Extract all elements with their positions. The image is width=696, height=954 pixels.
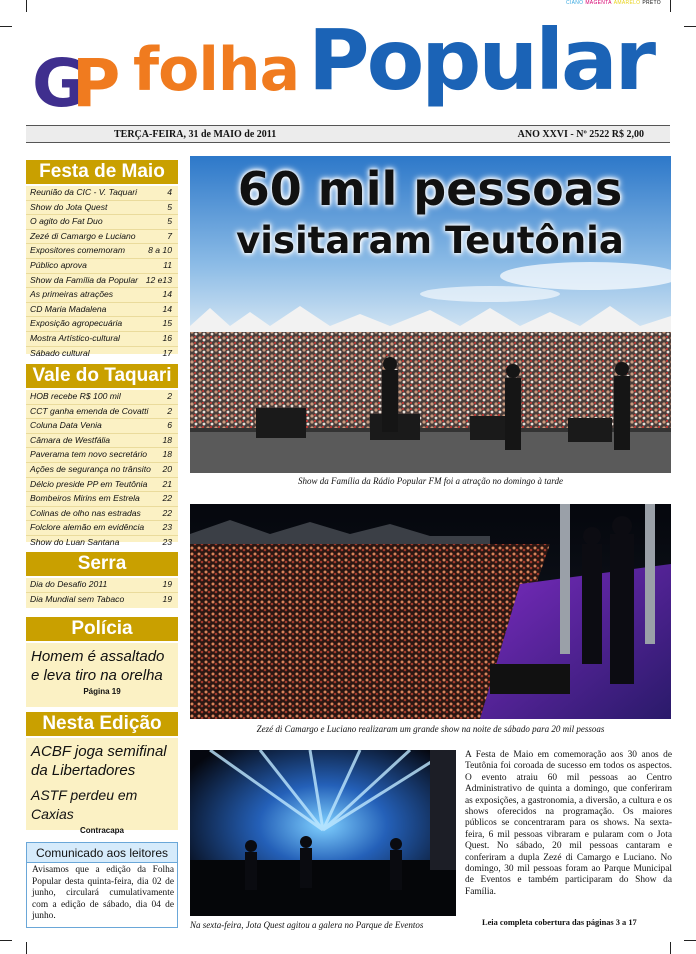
- toc-item-page: 5: [167, 216, 172, 227]
- toc-item[interactable]: [26, 434, 178, 449]
- toc-item-page: 20: [162, 463, 172, 474]
- section-serra-header: Serra: [26, 552, 178, 576]
- toc-item-page: 2: [167, 391, 172, 401]
- cmyk-label: PRETO: [642, 0, 661, 6]
- toc-item[interactable]: [26, 492, 178, 507]
- readers-notice-body: Avisamos que a edição da Folha Popular desta quinta-feira, dia 02 de junho, circulará cumulativamente com a edição de sábado, dia 04 de junho.: [32, 865, 174, 922]
- toc-item[interactable]: [26, 578, 178, 593]
- masthead-title-folha: folha: [133, 35, 300, 105]
- issue-date: TERÇA-FEIRA, 31 de MAIO de 2011: [114, 129, 277, 140]
- gp-logo-icon: [32, 50, 124, 112]
- toc-item-label: O agito do Fat Duo: [30, 216, 103, 227]
- toc-item-label: Dia Mundial sem Tabaco: [30, 593, 125, 604]
- toc-item[interactable]: [26, 215, 178, 230]
- crop-mark: [0, 26, 12, 27]
- edicao-feature-astf[interactable]: ASTF perdeu em Caxias: [31, 787, 138, 822]
- toc-item[interactable]: [26, 521, 178, 536]
- toc-item-page: 19: [162, 593, 172, 604]
- toc-item-label: Público aprova: [30, 259, 87, 270]
- toc-item-page: 18: [162, 434, 172, 445]
- section-policia-header: Polícia: [26, 617, 178, 641]
- toc-item-label: Reunião da CIC - V. Taquari: [30, 187, 138, 197]
- toc-item[interactable]: [26, 288, 178, 303]
- masthead-title-popular: Popular: [308, 11, 654, 109]
- cmyk-label: AMARELO: [613, 0, 641, 6]
- toc-item-label: Show da Família da Popular: [30, 274, 138, 285]
- toc-item-label: Bombeiros Mirins em Estrela: [30, 493, 140, 504]
- lead-article-body: A Festa de Maio em comemoração aos 30 anos de Teutônia foi coroada de sucesso em todos os aspectos. O evento atraiu 60 mil pessoas ao Centro Administrativo de quinta a domingo, que conferiram as exposições, a gastronomia, a diversão, a cultura e os shows oferecidos na programação. Os maiores públicos se concentraram para os shows. Na sexta-feira, 6 mil pessoas vibraram e pularam com o Jota Quest. No sábado, 20 mil pessoas cantaram e conferiram a dupla Zezé di Camargo e Luciano. No domingo, 30 mil pessoas foram ao Parque Municipal de Eventos e também participaram do Show da Família.: [465, 750, 672, 897]
- coverage-page-ref[interactable]: Leia completa cobertura das páginas 3 a 17: [482, 918, 637, 927]
- toc-item[interactable]: [26, 186, 178, 201]
- toc-item-page: 15: [162, 318, 172, 329]
- photo-jota-quest-image: [190, 750, 456, 916]
- crop-mark: [670, 942, 671, 954]
- toc-item-page: 8 a 10: [148, 245, 172, 256]
- readers-notice-title: Comunicado aos leitores: [27, 843, 177, 863]
- toc-item[interactable]: [26, 390, 178, 405]
- toc-item-label: Exposição agropecuária: [30, 318, 123, 329]
- toc-item[interactable]: [26, 347, 178, 361]
- section-vale-do-taquari-list: [26, 390, 178, 547]
- toc-item[interactable]: [26, 201, 178, 216]
- toc-item[interactable]: [26, 274, 178, 289]
- toc-item[interactable]: [26, 259, 178, 274]
- toc-item-page: 22: [162, 507, 172, 518]
- cmyk-label: MAGENTA: [585, 0, 612, 6]
- section-policia-body: [26, 643, 178, 707]
- toc-item-label: HOB recebe R$ 100 mil: [30, 391, 121, 401]
- policia-feature-headline[interactable]: Homem é assaltado e leva tiro na orelha: [31, 648, 165, 684]
- toc-item-page: 4: [167, 187, 172, 197]
- toc-item[interactable]: [26, 303, 178, 318]
- crop-mark: [0, 940, 12, 941]
- toc-item[interactable]: [26, 230, 178, 245]
- toc-item[interactable]: [26, 478, 178, 493]
- section-nesta-edicao-header: Nesta Edição: [26, 712, 178, 736]
- toc-item-label: Ações de segurança no trânsito: [30, 463, 151, 474]
- logo-p: P: [72, 50, 121, 112]
- section-serra-list: [26, 578, 178, 608]
- dateline-bar: [26, 125, 670, 143]
- toc-item-page: 23: [162, 536, 172, 547]
- policia-page-ref: Página 19: [83, 687, 121, 696]
- section-festa-de-maio-header: Festa de Maio: [26, 160, 178, 184]
- toc-item-label: Mostra Artístico-cultural: [30, 332, 120, 343]
- toc-item-label: Show do Luan Santana: [30, 536, 120, 547]
- photo-familia-caption: Show da Família da Rádio Popular FM foi a atração no domingo à tarde: [298, 476, 563, 486]
- toc-item-page: 11: [163, 259, 172, 270]
- toc-item-page: 22: [162, 493, 172, 504]
- toc-item[interactable]: [26, 507, 178, 522]
- toc-item-label: Sábado cultural: [30, 347, 90, 358]
- toc-item[interactable]: [26, 317, 178, 332]
- toc-item[interactable]: [26, 332, 178, 347]
- toc-item-label: Zezé di Camargo e Luciano: [30, 230, 136, 241]
- photo-jota-quest-show: [190, 750, 456, 916]
- crop-mark: [26, 942, 27, 954]
- crop-mark: [684, 940, 696, 941]
- toc-item-page: 23: [162, 522, 172, 533]
- toc-item-label: Paverama tem novo secretário: [30, 449, 148, 460]
- toc-item-label: Coluna Data Venia: [30, 420, 102, 431]
- issue-number-price: ANO XXVI - Nº 2522 R$ 2,00: [517, 129, 644, 140]
- edicao-page-ref: Contracapa: [79, 826, 124, 835]
- section-nesta-edicao-body: [26, 738, 178, 835]
- toc-item-page: 18: [162, 449, 172, 460]
- crop-mark: [670, 0, 671, 12]
- cmyk-label: CIANO: [566, 0, 584, 6]
- toc-item-label: Show do Jota Quest: [30, 201, 108, 212]
- toc-item[interactable]: [26, 419, 178, 434]
- toc-item-label: CCT ganha emenda de Covatti: [30, 405, 149, 416]
- toc-item[interactable]: [26, 244, 178, 259]
- toc-item[interactable]: [26, 405, 178, 420]
- toc-item[interactable]: [26, 448, 178, 463]
- photo-jota-quest-caption: Na sexta-feira, Jota Quest agitou a galera no Parque de Eventos: [190, 920, 424, 930]
- toc-item-label: Expositores comemoram: [30, 245, 126, 256]
- section-festa-de-maio-list: [26, 186, 178, 358]
- toc-item-page: 2: [167, 405, 172, 416]
- crop-mark: [26, 0, 27, 12]
- toc-item-page: 14: [162, 303, 172, 314]
- toc-item-page: 14: [162, 289, 172, 300]
- toc-item-page: 16: [162, 332, 172, 343]
- toc-item-page: 5: [167, 201, 172, 212]
- toc-item[interactable]: [26, 593, 178, 607]
- toc-item-label: CD Maria Madalena: [30, 303, 107, 314]
- toc-item-label: Dia do Desafio 2011: [30, 579, 108, 589]
- lead-headline-line1: 60 mil pessoas: [237, 162, 623, 216]
- edicao-feature-libertadores[interactable]: ACBF joga semifinal da Libertadores: [31, 743, 167, 779]
- toc-item[interactable]: [26, 536, 178, 550]
- toc-item-page: 17: [162, 347, 172, 358]
- toc-item-page: 7: [167, 230, 172, 241]
- color-registration-marks: [566, 0, 663, 6]
- toc-item-page: 12 e13: [145, 274, 172, 285]
- lead-headline-line2: visitaram Teutônia: [236, 219, 624, 262]
- readers-notice-box: [26, 842, 178, 928]
- photo-zeze-image: [190, 504, 671, 719]
- logo-g: G: [32, 50, 79, 112]
- photo-zeze-show: [190, 504, 671, 719]
- toc-item-label: Câmara de Westfália: [30, 434, 111, 445]
- photo-zeze-caption: Zezé di Camargo e Luciano realizaram um grande show na noite de sábado para 20 mil pessoas: [256, 724, 605, 734]
- section-vale-do-taquari-header: Vale do Taquari: [26, 364, 178, 388]
- toc-item-label: As primeiras atrações: [30, 289, 114, 300]
- toc-item-page: 19: [162, 579, 172, 589]
- toc-item-label: Colinas de olho nas estradas: [30, 507, 141, 518]
- toc-item-label: Délcio preside PP em Teutônia: [30, 478, 148, 489]
- crop-mark: [684, 26, 696, 27]
- toc-item-label: Folclore alemão em evidência: [30, 522, 145, 533]
- toc-item-page: 21: [162, 478, 172, 489]
- toc-item[interactable]: [26, 463, 178, 478]
- toc-item-page: 6: [167, 420, 172, 431]
